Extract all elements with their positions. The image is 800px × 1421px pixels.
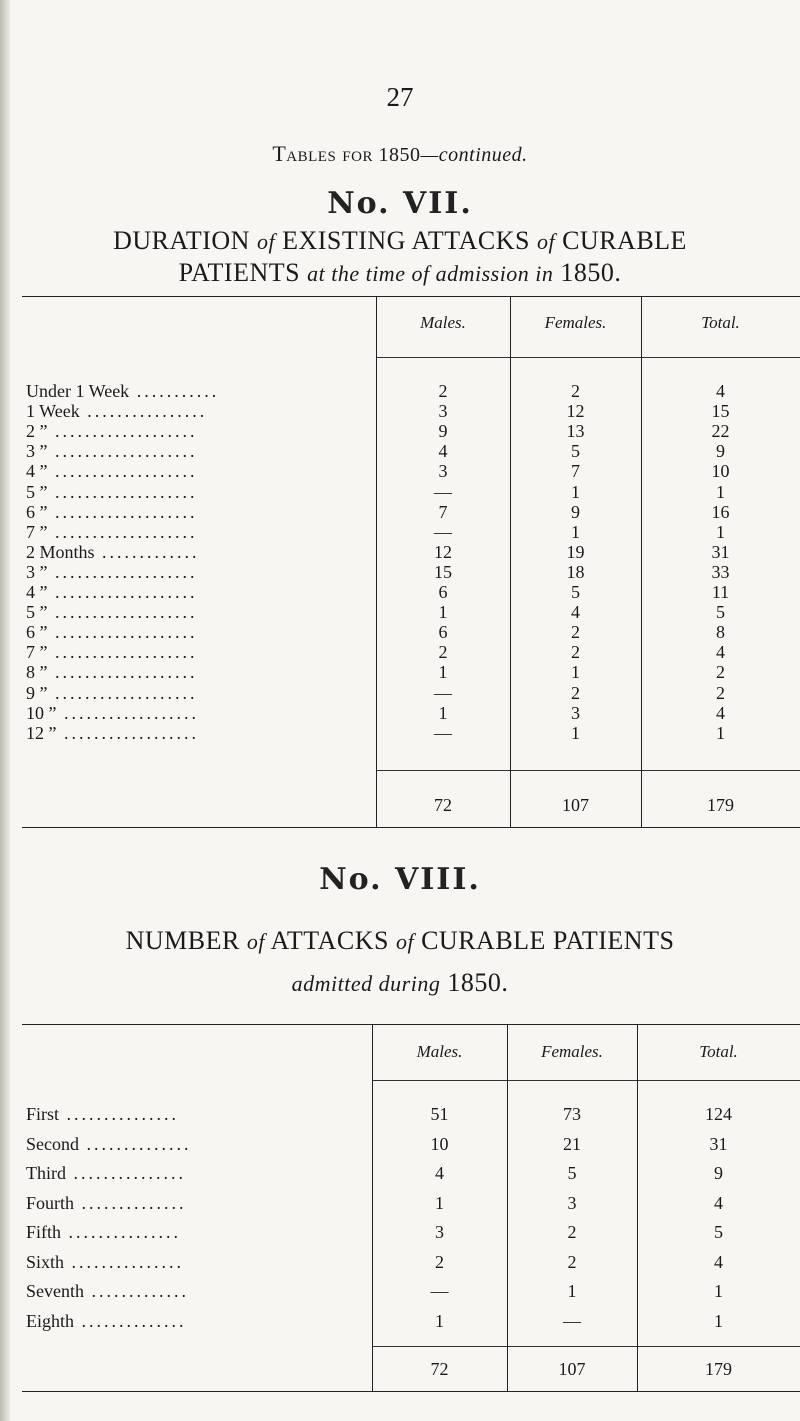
leader-dots: ........... (129, 381, 220, 401)
running-head (0, 141, 800, 167)
cell-females: 1 (571, 521, 580, 542)
table-row-label (26, 602, 198, 623)
cell-males: 3 (438, 461, 448, 482)
table-row-label (26, 1134, 192, 1155)
table7-title-line1 (0, 226, 800, 256)
table-row-label (26, 522, 198, 543)
table7-total-total: 179 (707, 795, 734, 815)
table8-header-rule (372, 1080, 800, 1081)
table8-top-rule (22, 1024, 800, 1025)
table8-title-w6: admitted during (291, 971, 441, 996)
table7-title-w8: 1850. (560, 258, 622, 287)
cell-males: — (434, 521, 452, 542)
cell-total: 4 (716, 642, 725, 663)
leader-dots: ................... (47, 461, 198, 482)
leader-dots: ................... (47, 682, 198, 703)
cell-total: 1 (714, 1310, 723, 1331)
leader-dots: ............... (61, 1222, 182, 1242)
cell-males: 6 (438, 582, 448, 602)
cell-females: 13 (566, 421, 585, 442)
leader-dots: ............... (66, 1163, 186, 1183)
cell-females: 7 (571, 461, 580, 482)
leader-dots: ............... (59, 1104, 180, 1124)
row-label-text: 5 ” (26, 481, 48, 502)
table-row-label (26, 703, 199, 724)
leader-dots: .................. (56, 722, 199, 743)
cell-females: 2 (567, 1251, 577, 1272)
cell-males: — (434, 722, 452, 743)
cell-males: 3 (435, 1222, 444, 1242)
table7-header-females: Females. (544, 313, 607, 332)
table8-header-total: Total. (699, 1042, 738, 1061)
cell-total: 1 (716, 521, 725, 542)
table7-total-rule (376, 770, 800, 771)
table7-title-w7: at the time of admission in (307, 261, 554, 286)
row-label-text: 3 ” (26, 561, 48, 582)
leader-dots: .............. (74, 1192, 187, 1213)
leader-dots: ................... (47, 521, 198, 542)
table7-title-w5: CURABLE (562, 226, 687, 255)
table8-number: No. VIII. (319, 862, 481, 897)
table8-total-females: 107 (558, 1359, 586, 1379)
cell-total: 31 (709, 1133, 728, 1154)
cell-females: 73 (563, 1104, 581, 1124)
leader-dots: ............... (64, 1251, 185, 1272)
cell-females: — (563, 1310, 581, 1331)
table-row-label (26, 542, 200, 563)
table-row-label (26, 662, 198, 683)
cell-total: 5 (716, 602, 725, 623)
leader-dots: ................... (47, 421, 198, 442)
leader-dots: ............. (84, 1281, 189, 1301)
table-row-label (26, 482, 198, 503)
table8-title-w2: of (246, 929, 265, 954)
leader-dots: ................... (47, 642, 198, 663)
cell-males: 1 (435, 1192, 444, 1213)
page-number: 27 (386, 82, 414, 112)
table-row-label (26, 1163, 186, 1184)
table-row-label (26, 1252, 184, 1273)
running-head-year: 1850 (378, 144, 421, 166)
table7-header-rule (376, 357, 800, 358)
row-label-text: 10 ” (26, 702, 57, 723)
cell-females: 2 (571, 682, 580, 703)
leader-dots: .............. (79, 1133, 192, 1154)
row-label-text: Eighth (26, 1310, 74, 1331)
cell-males: 2 (435, 1251, 444, 1272)
cell-females: 4 (571, 602, 580, 623)
leader-dots: ................... (47, 561, 198, 582)
cell-males: 7 (438, 501, 448, 522)
cell-males: 51 (430, 1104, 449, 1124)
cell-total: 4 (714, 1251, 723, 1272)
leader-dots: ............. (94, 541, 200, 562)
cell-males: 2 (438, 642, 448, 663)
cell-total: 124 (705, 1104, 732, 1124)
table-row-label (26, 723, 199, 744)
running-head-suffix: —continued. (420, 144, 528, 166)
table-row-label (26, 1222, 181, 1243)
cell-males: — (430, 1281, 449, 1301)
cell-total: 4 (714, 1192, 723, 1213)
table-row-label (26, 381, 219, 402)
cell-males: 9 (438, 421, 448, 442)
cell-females: 1 (571, 662, 580, 683)
table-row-label (26, 441, 198, 462)
cell-total: 2 (716, 682, 725, 703)
table-row-label (26, 683, 198, 704)
cell-females: 1 (571, 481, 580, 502)
cell-females: 2 (571, 622, 580, 643)
cell-total: 2 (716, 662, 725, 683)
table8-title-w7: 1850. (447, 968, 509, 997)
table7-title-w6: PATIENTS (178, 258, 301, 287)
table7-title-w1: DURATION (113, 226, 250, 255)
cell-males: 4 (438, 441, 448, 462)
row-label-text: Seventh (26, 1281, 84, 1301)
table8-total-total: 179 (705, 1359, 732, 1379)
cell-total: 1 (716, 481, 725, 502)
table7-top-rule (22, 296, 800, 297)
cell-total: 1 (714, 1281, 723, 1301)
cell-females: 2 (571, 642, 580, 663)
row-label-text: 12 ” (26, 722, 57, 743)
table7-header-males: Males. (420, 313, 466, 332)
row-label-text: Third (26, 1163, 66, 1183)
row-label-text: 8 ” (26, 662, 48, 683)
leader-dots: .................. (56, 702, 199, 723)
running-head-prefix: Tables for (272, 141, 373, 166)
cell-females: 5 (567, 1163, 577, 1183)
row-label-text: First (26, 1104, 60, 1124)
cell-males: 1 (438, 602, 448, 623)
table8-header-males: Males. (416, 1042, 463, 1061)
table-row-label (26, 642, 198, 663)
leader-dots: ................... (47, 582, 198, 602)
cell-females: 21 (563, 1133, 581, 1154)
table-row-label (26, 622, 198, 643)
cell-total: 4 (716, 702, 725, 723)
table7-title-line2 (0, 258, 800, 288)
table-row-label (26, 1193, 187, 1214)
table-row-label (26, 562, 198, 583)
table7-header-total: Total. (701, 313, 740, 332)
cell-total: 15 (711, 401, 730, 422)
table8-bottom-rule (22, 1391, 800, 1392)
table7-bottom-rule (22, 827, 800, 828)
table7-title-w2: of (256, 229, 276, 254)
cell-females: 18 (566, 561, 585, 582)
cell-total: 9 (714, 1163, 723, 1183)
cell-total: 5 (714, 1222, 723, 1242)
cell-males: 6 (438, 622, 448, 643)
row-label-text: 4 ” (26, 582, 48, 602)
table-row-label (26, 502, 198, 523)
cell-females: 1 (567, 1281, 577, 1301)
leader-dots: ................ (79, 401, 208, 422)
cell-females: 5 (571, 582, 580, 602)
leader-dots: .............. (74, 1310, 187, 1331)
cell-females: 19 (566, 541, 585, 562)
cell-total: 11 (711, 582, 730, 602)
cell-males: 10 (430, 1133, 449, 1154)
cell-males: — (434, 682, 452, 703)
row-label-text: Under 1 Week (26, 381, 130, 401)
table-row-label (26, 1281, 189, 1302)
row-label-text: 2 Months (26, 541, 95, 562)
table7-total-males: 72 (434, 795, 452, 815)
row-label-text: 9 ” (26, 682, 48, 703)
table8-title-w4: of (395, 929, 415, 954)
row-label-text: 2 ” (26, 421, 48, 442)
table-row-label (26, 1311, 187, 1332)
leader-dots: ................... (47, 622, 198, 643)
cell-females: 3 (567, 1192, 577, 1213)
cell-total: 10 (711, 461, 730, 482)
cell-total: 33 (711, 561, 730, 582)
row-label-text: Sixth (26, 1251, 65, 1272)
leader-dots: ................... (47, 481, 198, 502)
cell-males: 1 (435, 1310, 444, 1331)
cell-females: 2 (571, 381, 580, 401)
cell-males: — (434, 481, 452, 502)
cell-females: 9 (571, 501, 580, 522)
cell-males: 2 (438, 381, 448, 401)
table8-title-w1: NUMBER (125, 926, 240, 955)
cell-males: 3 (438, 401, 448, 422)
row-label-text: 4 ” (26, 461, 48, 482)
cell-total: 31 (711, 541, 730, 562)
cell-total: 4 (716, 381, 725, 401)
cell-females: 2 (567, 1222, 577, 1242)
cell-total: 9 (716, 441, 725, 462)
cell-males: 15 (434, 561, 452, 582)
row-label-text: Fifth (26, 1222, 62, 1242)
table-row-label (26, 421, 198, 442)
leader-dots: ................... (47, 662, 198, 683)
table8-title-w3: ATTACKS (270, 926, 389, 955)
row-label-text: 6 ” (26, 501, 48, 522)
table8-title-line2 (0, 968, 800, 998)
table8-header-females: Females. (541, 1042, 603, 1061)
table-row-label (26, 401, 207, 422)
cell-total: 1 (716, 722, 725, 743)
cell-females: 1 (571, 722, 580, 743)
cell-males: 12 (434, 541, 452, 562)
leader-dots: ................... (47, 441, 198, 462)
leader-dots: ................... (47, 602, 198, 623)
cell-total: 22 (711, 421, 730, 442)
cell-females: 3 (571, 702, 580, 723)
cell-males: 1 (438, 702, 448, 723)
cell-females: 12 (566, 401, 585, 422)
cell-total: 16 (711, 501, 730, 522)
row-label-text: 7 ” (26, 642, 48, 663)
row-label-text: Fourth (26, 1192, 75, 1213)
cell-total: 8 (716, 622, 725, 643)
row-label-text: 6 ” (26, 622, 48, 643)
table-row-label (26, 461, 198, 482)
row-label-text: 5 ” (26, 602, 48, 623)
leader-dots: ................... (47, 501, 198, 522)
cell-males: 1 (438, 662, 448, 683)
table8-total-males: 72 (430, 1359, 449, 1379)
cell-males: 4 (435, 1163, 444, 1183)
table8-title-line1 (0, 926, 800, 956)
row-label-text: Second (26, 1133, 79, 1154)
table7-title-w3: EXISTING ATTACKS (282, 226, 530, 255)
row-label-text: 7 ” (26, 521, 48, 542)
cell-females: 5 (571, 441, 580, 462)
table-row-label (26, 1104, 179, 1125)
table7-number: No. VII. (327, 186, 473, 221)
table7-title-w4: of (536, 229, 556, 254)
row-label-text: 3 ” (26, 441, 48, 462)
table7-total-females: 107 (562, 795, 589, 815)
table8-total-rule (372, 1346, 800, 1347)
row-label-text: 1 Week (26, 401, 80, 422)
table-row-label (26, 582, 198, 603)
table8-title-w5: CURABLE PATIENTS (421, 926, 675, 955)
